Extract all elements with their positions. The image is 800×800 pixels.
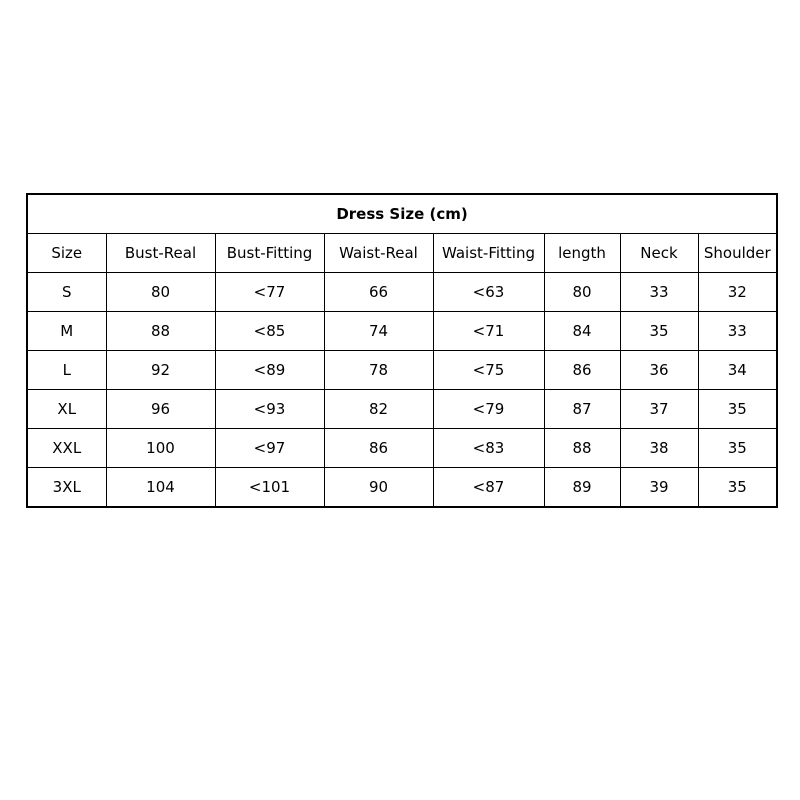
cell-bust-real: 96 (106, 390, 215, 429)
table-row (27, 390, 777, 429)
header-length: length (544, 234, 620, 273)
cell-waist-fitting: <63 (433, 273, 544, 312)
table-title: Dress Size (cm) (27, 194, 777, 234)
cell-shoulder: 33 (698, 312, 777, 351)
cell-waist-fitting: <71 (433, 312, 544, 351)
cell-shoulder: 35 (698, 429, 777, 468)
cell-neck: 38 (620, 429, 698, 468)
header-size: Size (27, 234, 106, 273)
cell-neck: 36 (620, 351, 698, 390)
header-shoulder: Shoulder (698, 234, 777, 273)
cell-waist-real: 86 (324, 429, 433, 468)
cell-bust-fitting: <89 (215, 351, 324, 390)
table-row (27, 273, 777, 312)
cell-bust-fitting: <77 (215, 273, 324, 312)
cell-bust-fitting: <97 (215, 429, 324, 468)
cell-size: XXL (27, 429, 106, 468)
cell-waist-fitting: <87 (433, 468, 544, 508)
cell-bust-real: 104 (106, 468, 215, 508)
table-title-row (27, 194, 777, 234)
cell-waist-real: 74 (324, 312, 433, 351)
cell-size: 3XL (27, 468, 106, 508)
cell-shoulder: 35 (698, 390, 777, 429)
cell-neck: 35 (620, 312, 698, 351)
header-waist-real: Waist-Real (324, 234, 433, 273)
table-row (27, 351, 777, 390)
table-row (27, 429, 777, 468)
table-header-row (27, 234, 777, 273)
cell-size: XL (27, 390, 106, 429)
cell-waist-real: 66 (324, 273, 433, 312)
cell-shoulder: 35 (698, 468, 777, 508)
header-neck: Neck (620, 234, 698, 273)
cell-length: 86 (544, 351, 620, 390)
cell-neck: 37 (620, 390, 698, 429)
table-row (27, 468, 777, 508)
cell-size: L (27, 351, 106, 390)
cell-length: 80 (544, 273, 620, 312)
cell-bust-real: 92 (106, 351, 215, 390)
cell-bust-fitting: <101 (215, 468, 324, 508)
dress-size-table (26, 193, 778, 508)
cell-neck: 39 (620, 468, 698, 508)
cell-shoulder: 34 (698, 351, 777, 390)
cell-size: M (27, 312, 106, 351)
cell-length: 87 (544, 390, 620, 429)
cell-waist-real: 78 (324, 351, 433, 390)
cell-waist-real: 82 (324, 390, 433, 429)
cell-size: S (27, 273, 106, 312)
cell-length: 88 (544, 429, 620, 468)
cell-bust-fitting: <93 (215, 390, 324, 429)
header-waist-fitting: Waist-Fitting (433, 234, 544, 273)
cell-bust-fitting: <85 (215, 312, 324, 351)
cell-shoulder: 32 (698, 273, 777, 312)
cell-waist-fitting: <75 (433, 351, 544, 390)
cell-waist-real: 90 (324, 468, 433, 508)
table-row (27, 312, 777, 351)
cell-bust-real: 80 (106, 273, 215, 312)
header-bust-fitting: Bust-Fitting (215, 234, 324, 273)
cell-neck: 33 (620, 273, 698, 312)
cell-length: 84 (544, 312, 620, 351)
cell-bust-real: 100 (106, 429, 215, 468)
cell-waist-fitting: <79 (433, 390, 544, 429)
cell-waist-fitting: <83 (433, 429, 544, 468)
header-bust-real: Bust-Real (106, 234, 215, 273)
cell-length: 89 (544, 468, 620, 508)
cell-bust-real: 88 (106, 312, 215, 351)
